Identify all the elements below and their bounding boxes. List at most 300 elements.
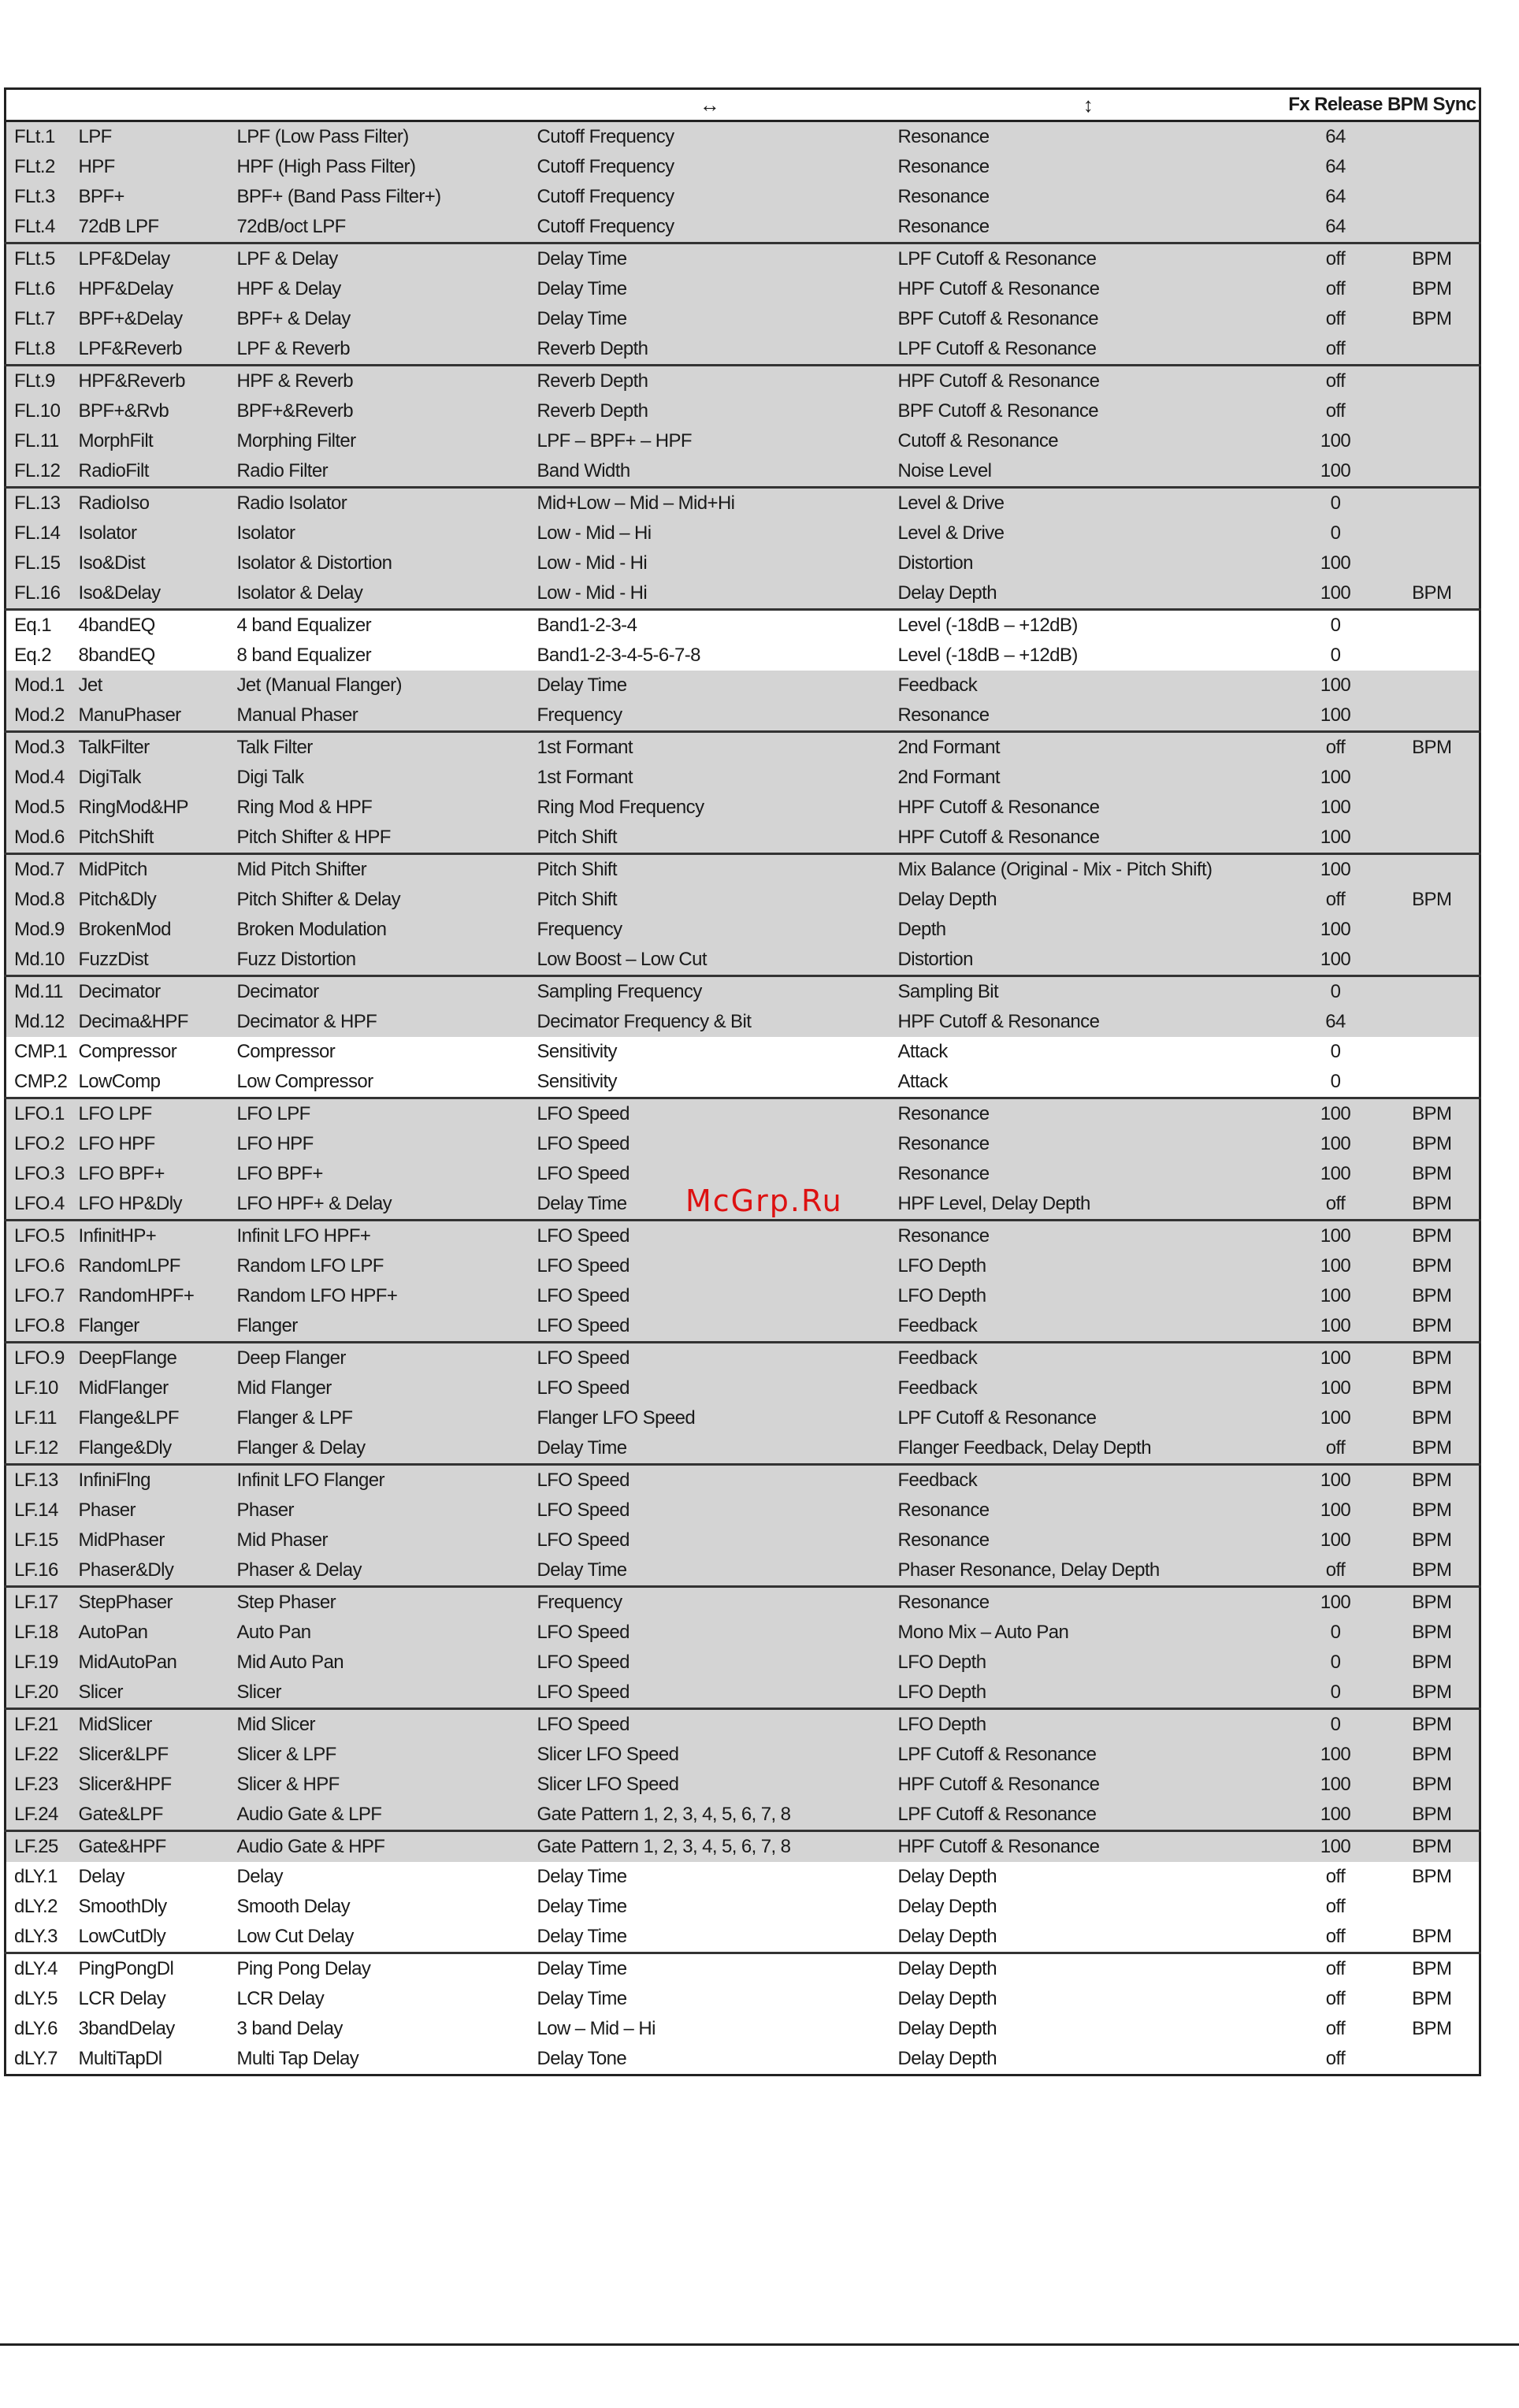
table-row bbox=[6, 1800, 1480, 1831]
cell-full-name: LPF & Delay bbox=[229, 243, 529, 275]
cell-short-name: FuzzDist bbox=[71, 945, 229, 976]
cell-id: LF.12 bbox=[6, 1433, 71, 1465]
cell-bpm-sync bbox=[1385, 915, 1480, 945]
cell-full-name: Low Cut Delay bbox=[229, 1922, 529, 1953]
cell-fx-release: 0 bbox=[1287, 976, 1385, 1008]
cell-bpm-sync bbox=[1385, 1007, 1480, 1037]
cell-horizontal-param: Band1-2-3-4-5-6-7-8 bbox=[529, 641, 890, 671]
cell-vertical-param: HPF Cutoff & Resonance bbox=[890, 366, 1287, 397]
cell-vertical-param: Distortion bbox=[890, 548, 1287, 578]
table-row bbox=[6, 2044, 1480, 2075]
cell-bpm-sync: BPM bbox=[1385, 1496, 1480, 1525]
cell-bpm-sync: BPM bbox=[1385, 578, 1480, 610]
cell-short-name: LowCutDly bbox=[71, 1922, 229, 1953]
cell-horizontal-param: LFO Speed bbox=[529, 1311, 890, 1343]
cell-full-name: LFO LPF bbox=[229, 1098, 529, 1130]
cell-fx-release: off bbox=[1287, 1892, 1385, 1922]
cell-full-name: Slicer & LPF bbox=[229, 1740, 529, 1770]
cell-short-name: RandomHPF+ bbox=[71, 1281, 229, 1311]
cell-short-name: Decimator bbox=[71, 976, 229, 1008]
table-row bbox=[6, 1098, 1480, 1130]
cell-id: FLt.1 bbox=[6, 121, 71, 153]
cell-fx-release: off bbox=[1287, 334, 1385, 366]
table-row bbox=[6, 763, 1480, 793]
table-row bbox=[6, 671, 1480, 700]
cell-fx-release: 100 bbox=[1287, 915, 1385, 945]
cell-vertical-param: Delay Depth bbox=[890, 1953, 1287, 1985]
cell-short-name: Slicer bbox=[71, 1678, 229, 1709]
table-row bbox=[6, 1496, 1480, 1525]
cell-fx-release: off bbox=[1287, 274, 1385, 304]
cell-full-name: Decimator & HPF bbox=[229, 1007, 529, 1037]
cell-horizontal-param: Delay Time bbox=[529, 243, 890, 275]
cell-id: Eq.1 bbox=[6, 610, 71, 641]
cell-id: Md.10 bbox=[6, 945, 71, 976]
effects-table bbox=[4, 87, 1481, 2076]
cell-short-name: ManuPhaser bbox=[71, 700, 229, 732]
table-row bbox=[6, 700, 1480, 732]
cell-id: FLt.6 bbox=[6, 274, 71, 304]
cell-short-name: Iso&Dist bbox=[71, 548, 229, 578]
cell-horizontal-param: Slicer LFO Speed bbox=[529, 1740, 890, 1770]
table-row bbox=[6, 212, 1480, 243]
cell-full-name: Morphing Filter bbox=[229, 426, 529, 456]
cell-horizontal-param: LFO Speed bbox=[529, 1525, 890, 1555]
cell-bpm-sync: BPM bbox=[1385, 1831, 1480, 1863]
cell-vertical-param: Cutoff & Resonance bbox=[890, 426, 1287, 456]
cell-short-name: 4bandEQ bbox=[71, 610, 229, 641]
cell-fx-release: 100 bbox=[1287, 1465, 1385, 1496]
cell-full-name: Mid Flanger bbox=[229, 1373, 529, 1403]
cell-horizontal-param: Delay Time bbox=[529, 1922, 890, 1953]
table-row bbox=[6, 641, 1480, 671]
cell-vertical-param: LFO Depth bbox=[890, 1709, 1287, 1741]
cell-id: LFO.4 bbox=[6, 1189, 71, 1221]
cell-fx-release: off bbox=[1287, 366, 1385, 397]
cell-vertical-param: Sampling Bit bbox=[890, 976, 1287, 1008]
cell-short-name: Phaser&Dly bbox=[71, 1555, 229, 1587]
cell-full-name: Decimator bbox=[229, 976, 529, 1008]
cell-bpm-sync bbox=[1385, 1067, 1480, 1098]
cell-full-name: BPF+&Reverb bbox=[229, 396, 529, 426]
cell-bpm-sync: BPM bbox=[1385, 1403, 1480, 1433]
cell-fx-release: 100 bbox=[1287, 1740, 1385, 1770]
cell-bpm-sync: BPM bbox=[1385, 1465, 1480, 1496]
cell-short-name: DigiTalk bbox=[71, 763, 229, 793]
cell-vertical-param: Feedback bbox=[890, 1465, 1287, 1496]
cell-id: CMP.2 bbox=[6, 1067, 71, 1098]
cell-full-name: 3 band Delay bbox=[229, 2014, 529, 2044]
cell-id: LF.19 bbox=[6, 1648, 71, 1678]
cell-id: LFO.9 bbox=[6, 1343, 71, 1374]
cell-full-name: Flanger & Delay bbox=[229, 1433, 529, 1465]
cell-vertical-param: Resonance bbox=[890, 1496, 1287, 1525]
cell-vertical-param: Flanger Feedback, Delay Depth bbox=[890, 1433, 1287, 1465]
cell-fx-release: 100 bbox=[1287, 1770, 1385, 1800]
cell-short-name: MultiTapDl bbox=[71, 2044, 229, 2075]
cell-vertical-param: LPF Cutoff & Resonance bbox=[890, 1403, 1287, 1433]
cell-bpm-sync bbox=[1385, 2044, 1480, 2075]
cell-vertical-param: Delay Depth bbox=[890, 885, 1287, 915]
cell-fx-release: 100 bbox=[1287, 1343, 1385, 1374]
cell-short-name: Decima&HPF bbox=[71, 1007, 229, 1037]
cell-id: FLt.5 bbox=[6, 243, 71, 275]
cell-full-name: Infinit LFO HPF+ bbox=[229, 1221, 529, 1252]
cell-full-name: 4 band Equalizer bbox=[229, 610, 529, 641]
cell-full-name: LFO HPF bbox=[229, 1129, 529, 1159]
table-row bbox=[6, 1129, 1480, 1159]
cell-short-name: MidPitch bbox=[71, 854, 229, 886]
cell-fx-release: 100 bbox=[1287, 1525, 1385, 1555]
table-row bbox=[6, 1373, 1480, 1403]
table-body bbox=[6, 121, 1480, 2075]
cell-vertical-param: Feedback bbox=[890, 671, 1287, 700]
cell-bpm-sync: BPM bbox=[1385, 1862, 1480, 1892]
cell-fx-release: 100 bbox=[1287, 1800, 1385, 1831]
cell-id: LFO.3 bbox=[6, 1159, 71, 1189]
cell-bpm-sync: BPM bbox=[1385, 1251, 1480, 1281]
cell-fx-release: 100 bbox=[1287, 1831, 1385, 1863]
cell-short-name: InfinitHP+ bbox=[71, 1221, 229, 1252]
cell-vertical-param: HPF Level, Delay Depth bbox=[890, 1189, 1287, 1221]
cell-bpm-sync bbox=[1385, 641, 1480, 671]
cell-bpm-sync: BPM bbox=[1385, 1587, 1480, 1618]
cell-full-name: Random LFO LPF bbox=[229, 1251, 529, 1281]
table-row bbox=[6, 1740, 1480, 1770]
cell-id: Mod.2 bbox=[6, 700, 71, 732]
horizontal-arrow-icon: ↔ bbox=[529, 89, 890, 121]
cell-short-name: Delay bbox=[71, 1862, 229, 1892]
cell-id: FL.13 bbox=[6, 488, 71, 519]
cell-full-name: Smooth Delay bbox=[229, 1892, 529, 1922]
cell-short-name: Flange&Dly bbox=[71, 1433, 229, 1465]
cell-vertical-param: HPF Cutoff & Resonance bbox=[890, 823, 1287, 854]
cell-vertical-param: LPF Cutoff & Resonance bbox=[890, 334, 1287, 366]
cell-short-name: LPF&Delay bbox=[71, 243, 229, 275]
cell-bpm-sync bbox=[1385, 1037, 1480, 1067]
cell-fx-release: off bbox=[1287, 1189, 1385, 1221]
vertical-arrow-icon: ↕ bbox=[890, 89, 1287, 121]
cell-vertical-param: HPF Cutoff & Resonance bbox=[890, 274, 1287, 304]
cell-full-name: Pitch Shifter & Delay bbox=[229, 885, 529, 915]
cell-full-name: Audio Gate & HPF bbox=[229, 1831, 529, 1863]
cell-short-name: DeepFlange bbox=[71, 1343, 229, 1374]
cell-horizontal-param: Slicer LFO Speed bbox=[529, 1770, 890, 1800]
cell-vertical-param: Feedback bbox=[890, 1373, 1287, 1403]
cell-short-name: LowComp bbox=[71, 1067, 229, 1098]
cell-vertical-param: HPF Cutoff & Resonance bbox=[890, 1831, 1287, 1863]
cell-short-name: StepPhaser bbox=[71, 1587, 229, 1618]
cell-bpm-sync bbox=[1385, 396, 1480, 426]
header-short-name bbox=[71, 89, 229, 121]
cell-full-name: Isolator & Delay bbox=[229, 578, 529, 610]
cell-horizontal-param: Gate Pattern 1, 2, 3, 4, 5, 6, 7, 8 bbox=[529, 1831, 890, 1863]
cell-full-name: Mid Slicer bbox=[229, 1709, 529, 1741]
table-row bbox=[6, 1892, 1480, 1922]
cell-short-name: RandomLPF bbox=[71, 1251, 229, 1281]
cell-full-name: Isolator bbox=[229, 518, 529, 548]
cell-vertical-param: Delay Depth bbox=[890, 1892, 1287, 1922]
table-row bbox=[6, 1433, 1480, 1465]
cell-short-name: RadioIso bbox=[71, 488, 229, 519]
cell-fx-release: 0 bbox=[1287, 641, 1385, 671]
cell-fx-release: off bbox=[1287, 1953, 1385, 1985]
cell-bpm-sync: BPM bbox=[1385, 1373, 1480, 1403]
cell-short-name: LFO HP&Dly bbox=[71, 1189, 229, 1221]
cell-bpm-sync: BPM bbox=[1385, 1159, 1480, 1189]
table-row bbox=[6, 885, 1480, 915]
cell-bpm-sync bbox=[1385, 945, 1480, 976]
cell-bpm-sync: BPM bbox=[1385, 1311, 1480, 1343]
cell-vertical-param: Delay Depth bbox=[890, 1984, 1287, 2014]
cell-full-name: Fuzz Distortion bbox=[229, 945, 529, 976]
cell-full-name: Isolator & Distortion bbox=[229, 548, 529, 578]
cell-bpm-sync bbox=[1385, 793, 1480, 823]
cell-id: Mod.6 bbox=[6, 823, 71, 854]
cell-full-name: 72dB/oct LPF bbox=[229, 212, 529, 243]
table-row bbox=[6, 426, 1480, 456]
cell-horizontal-param: LFO Speed bbox=[529, 1373, 890, 1403]
table-row bbox=[6, 304, 1480, 334]
cell-short-name: Pitch&Dly bbox=[71, 885, 229, 915]
cell-fx-release: off bbox=[1287, 2014, 1385, 2044]
cell-full-name: 8 band Equalizer bbox=[229, 641, 529, 671]
cell-vertical-param: Delay Depth bbox=[890, 578, 1287, 610]
cell-short-name: Gate&LPF bbox=[71, 1800, 229, 1831]
cell-horizontal-param: LFO Speed bbox=[529, 1251, 890, 1281]
cell-bpm-sync bbox=[1385, 548, 1480, 578]
bottom-rule bbox=[0, 2343, 1519, 2346]
cell-bpm-sync: BPM bbox=[1385, 1189, 1480, 1221]
table-row bbox=[6, 2014, 1480, 2044]
cell-horizontal-param: Cutoff Frequency bbox=[529, 212, 890, 243]
cell-vertical-param: 2nd Formant bbox=[890, 763, 1287, 793]
cell-fx-release: 100 bbox=[1287, 763, 1385, 793]
cell-horizontal-param: Band Width bbox=[529, 456, 890, 488]
cell-short-name: LCR Delay bbox=[71, 1984, 229, 2014]
cell-short-name: PitchShift bbox=[71, 823, 229, 854]
cell-vertical-param: Attack bbox=[890, 1037, 1287, 1067]
cell-bpm-sync: BPM bbox=[1385, 732, 1480, 764]
table-row bbox=[6, 1007, 1480, 1037]
table-row bbox=[6, 610, 1480, 641]
cell-horizontal-param: Sampling Frequency bbox=[529, 976, 890, 1008]
cell-bpm-sync bbox=[1385, 334, 1480, 366]
cell-horizontal-param: Flanger LFO Speed bbox=[529, 1403, 890, 1433]
cell-id: dLY.1 bbox=[6, 1862, 71, 1892]
cell-fx-release: 100 bbox=[1287, 548, 1385, 578]
cell-horizontal-param: Delay Time bbox=[529, 304, 890, 334]
cell-vertical-param: Feedback bbox=[890, 1343, 1287, 1374]
cell-bpm-sync: BPM bbox=[1385, 1770, 1480, 1800]
cell-bpm-sync bbox=[1385, 121, 1480, 153]
watermark: McGrp.Ru bbox=[685, 1184, 843, 1218]
cell-fx-release: 100 bbox=[1287, 1281, 1385, 1311]
table-row bbox=[6, 121, 1480, 153]
cell-id: LFO.5 bbox=[6, 1221, 71, 1252]
cell-full-name: Radio Isolator bbox=[229, 488, 529, 519]
table-row bbox=[6, 518, 1480, 548]
cell-id: LFO.1 bbox=[6, 1098, 71, 1130]
cell-vertical-param: Delay Depth bbox=[890, 2044, 1287, 2075]
cell-short-name: BPF+&Delay bbox=[71, 304, 229, 334]
cell-bpm-sync: BPM bbox=[1385, 1740, 1480, 1770]
cell-bpm-sync: BPM bbox=[1385, 1555, 1480, 1587]
cell-full-name: Broken Modulation bbox=[229, 915, 529, 945]
cell-short-name: LFO LPF bbox=[71, 1098, 229, 1130]
cell-fx-release: 0 bbox=[1287, 518, 1385, 548]
cell-vertical-param: Distortion bbox=[890, 945, 1287, 976]
table-row bbox=[6, 976, 1480, 1008]
cell-short-name: LFO HPF bbox=[71, 1129, 229, 1159]
cell-fx-release: off bbox=[1287, 243, 1385, 275]
cell-fx-release: 100 bbox=[1287, 1251, 1385, 1281]
cell-horizontal-param: Delay Tone bbox=[529, 2044, 890, 2075]
cell-id: FLt.3 bbox=[6, 182, 71, 212]
cell-fx-release: 64 bbox=[1287, 182, 1385, 212]
cell-bpm-sync: BPM bbox=[1385, 1343, 1480, 1374]
cell-id: Md.12 bbox=[6, 1007, 71, 1037]
cell-id: LFO.7 bbox=[6, 1281, 71, 1311]
header-id bbox=[6, 89, 71, 121]
table-row bbox=[6, 243, 1480, 275]
table-row bbox=[6, 456, 1480, 488]
cell-bpm-sync bbox=[1385, 1892, 1480, 1922]
cell-vertical-param: Delay Depth bbox=[890, 1922, 1287, 1953]
table-row bbox=[6, 182, 1480, 212]
cell-short-name: BPF+&Rvb bbox=[71, 396, 229, 426]
cell-bpm-sync bbox=[1385, 426, 1480, 456]
cell-vertical-param: LFO Depth bbox=[890, 1678, 1287, 1709]
cell-full-name: Infinit LFO Flanger bbox=[229, 1465, 529, 1496]
cell-id: LF.21 bbox=[6, 1709, 71, 1741]
cell-fx-release: off bbox=[1287, 1555, 1385, 1587]
cell-short-name: LFO BPF+ bbox=[71, 1159, 229, 1189]
cell-bpm-sync: BPM bbox=[1385, 1129, 1480, 1159]
cell-fx-release: 100 bbox=[1287, 700, 1385, 732]
cell-fx-release: 100 bbox=[1287, 854, 1385, 886]
header-bpm-sync: BPM Sync bbox=[1385, 89, 1480, 121]
cell-horizontal-param: Delay Time bbox=[529, 1953, 890, 1985]
cell-horizontal-param: Delay Time bbox=[529, 1189, 890, 1221]
cell-horizontal-param: Delay Time bbox=[529, 1984, 890, 2014]
cell-vertical-param: Feedback bbox=[890, 1311, 1287, 1343]
cell-fx-release: 100 bbox=[1287, 1373, 1385, 1403]
cell-id: FLt.9 bbox=[6, 366, 71, 397]
cell-vertical-param: Phaser Resonance, Delay Depth bbox=[890, 1555, 1287, 1587]
table-row bbox=[6, 945, 1480, 976]
cell-id: Mod.1 bbox=[6, 671, 71, 700]
cell-short-name: Phaser bbox=[71, 1496, 229, 1525]
cell-full-name: BPF+ & Delay bbox=[229, 304, 529, 334]
cell-horizontal-param: LFO Speed bbox=[529, 1618, 890, 1648]
cell-horizontal-param: 1st Formant bbox=[529, 763, 890, 793]
cell-bpm-sync bbox=[1385, 763, 1480, 793]
cell-bpm-sync bbox=[1385, 212, 1480, 243]
cell-fx-release: 100 bbox=[1287, 1403, 1385, 1433]
cell-horizontal-param: Band1-2-3-4 bbox=[529, 610, 890, 641]
cell-horizontal-param: LFO Speed bbox=[529, 1129, 890, 1159]
cell-vertical-param: LPF Cutoff & Resonance bbox=[890, 1800, 1287, 1831]
cell-short-name: MidSlicer bbox=[71, 1709, 229, 1741]
cell-horizontal-param: Gate Pattern 1, 2, 3, 4, 5, 6, 7, 8 bbox=[529, 1800, 890, 1831]
cell-full-name: Flanger & LPF bbox=[229, 1403, 529, 1433]
cell-bpm-sync bbox=[1385, 610, 1480, 641]
cell-fx-release: 0 bbox=[1287, 1037, 1385, 1067]
cell-short-name: 72dB LPF bbox=[71, 212, 229, 243]
cell-short-name: MidFlanger bbox=[71, 1373, 229, 1403]
cell-vertical-param: Mix Balance (Original - Mix - Pitch Shift) bbox=[890, 854, 1287, 886]
cell-id: LF.25 bbox=[6, 1831, 71, 1863]
cell-full-name: Multi Tap Delay bbox=[229, 2044, 529, 2075]
cell-full-name: HPF & Delay bbox=[229, 274, 529, 304]
cell-fx-release: 100 bbox=[1287, 578, 1385, 610]
table-row bbox=[6, 915, 1480, 945]
cell-vertical-param: Resonance bbox=[890, 152, 1287, 182]
cell-id: FL.15 bbox=[6, 548, 71, 578]
cell-fx-release: 0 bbox=[1287, 1618, 1385, 1648]
cell-vertical-param: Resonance bbox=[890, 1525, 1287, 1555]
cell-horizontal-param: LPF – BPF+ – HPF bbox=[529, 426, 890, 456]
cell-horizontal-param: Sensitivity bbox=[529, 1067, 890, 1098]
cell-short-name: MidAutoPan bbox=[71, 1648, 229, 1678]
cell-bpm-sync bbox=[1385, 488, 1480, 519]
table-row bbox=[6, 578, 1480, 610]
cell-bpm-sync bbox=[1385, 518, 1480, 548]
cell-full-name: Mid Auto Pan bbox=[229, 1648, 529, 1678]
cell-id: LF.15 bbox=[6, 1525, 71, 1555]
cell-horizontal-param: Decimator Frequency & Bit bbox=[529, 1007, 890, 1037]
cell-full-name: Talk Filter bbox=[229, 732, 529, 764]
cell-fx-release: 64 bbox=[1287, 152, 1385, 182]
table-row bbox=[6, 1922, 1480, 1953]
cell-vertical-param: Delay Depth bbox=[890, 1862, 1287, 1892]
cell-short-name: Isolator bbox=[71, 518, 229, 548]
cell-fx-release: 100 bbox=[1287, 1496, 1385, 1525]
cell-vertical-param: Resonance bbox=[890, 1221, 1287, 1252]
table-row bbox=[6, 1281, 1480, 1311]
table-row bbox=[6, 1311, 1480, 1343]
cell-short-name: Gate&HPF bbox=[71, 1831, 229, 1863]
cell-bpm-sync: BPM bbox=[1385, 1648, 1480, 1678]
cell-vertical-param: Resonance bbox=[890, 1098, 1287, 1130]
cell-short-name: HPF bbox=[71, 152, 229, 182]
cell-horizontal-param: Low - Mid – Hi bbox=[529, 518, 890, 548]
cell-horizontal-param: Delay Time bbox=[529, 1862, 890, 1892]
cell-horizontal-param: Reverb Depth bbox=[529, 334, 890, 366]
cell-short-name: Slicer&LPF bbox=[71, 1740, 229, 1770]
cell-short-name: Iso&Delay bbox=[71, 578, 229, 610]
table-row bbox=[6, 1618, 1480, 1648]
cell-full-name: Deep Flanger bbox=[229, 1343, 529, 1374]
cell-fx-release: off bbox=[1287, 885, 1385, 915]
cell-short-name: PingPongDl bbox=[71, 1953, 229, 1985]
cell-full-name: Radio Filter bbox=[229, 456, 529, 488]
cell-id: FL.16 bbox=[6, 578, 71, 610]
cell-id: dLY.6 bbox=[6, 2014, 71, 2044]
cell-horizontal-param: Reverb Depth bbox=[529, 396, 890, 426]
cell-id: FLt.2 bbox=[6, 152, 71, 182]
cell-full-name: Mid Pitch Shifter bbox=[229, 854, 529, 886]
cell-fx-release: 100 bbox=[1287, 1587, 1385, 1618]
table-row bbox=[6, 334, 1480, 366]
cell-bpm-sync: BPM bbox=[1385, 274, 1480, 304]
cell-full-name: HPF & Reverb bbox=[229, 366, 529, 397]
cell-vertical-param: Resonance bbox=[890, 1159, 1287, 1189]
cell-vertical-param: Level (-18dB – +12dB) bbox=[890, 641, 1287, 671]
cell-horizontal-param: Delay Time bbox=[529, 1555, 890, 1587]
table-row bbox=[6, 1343, 1480, 1374]
